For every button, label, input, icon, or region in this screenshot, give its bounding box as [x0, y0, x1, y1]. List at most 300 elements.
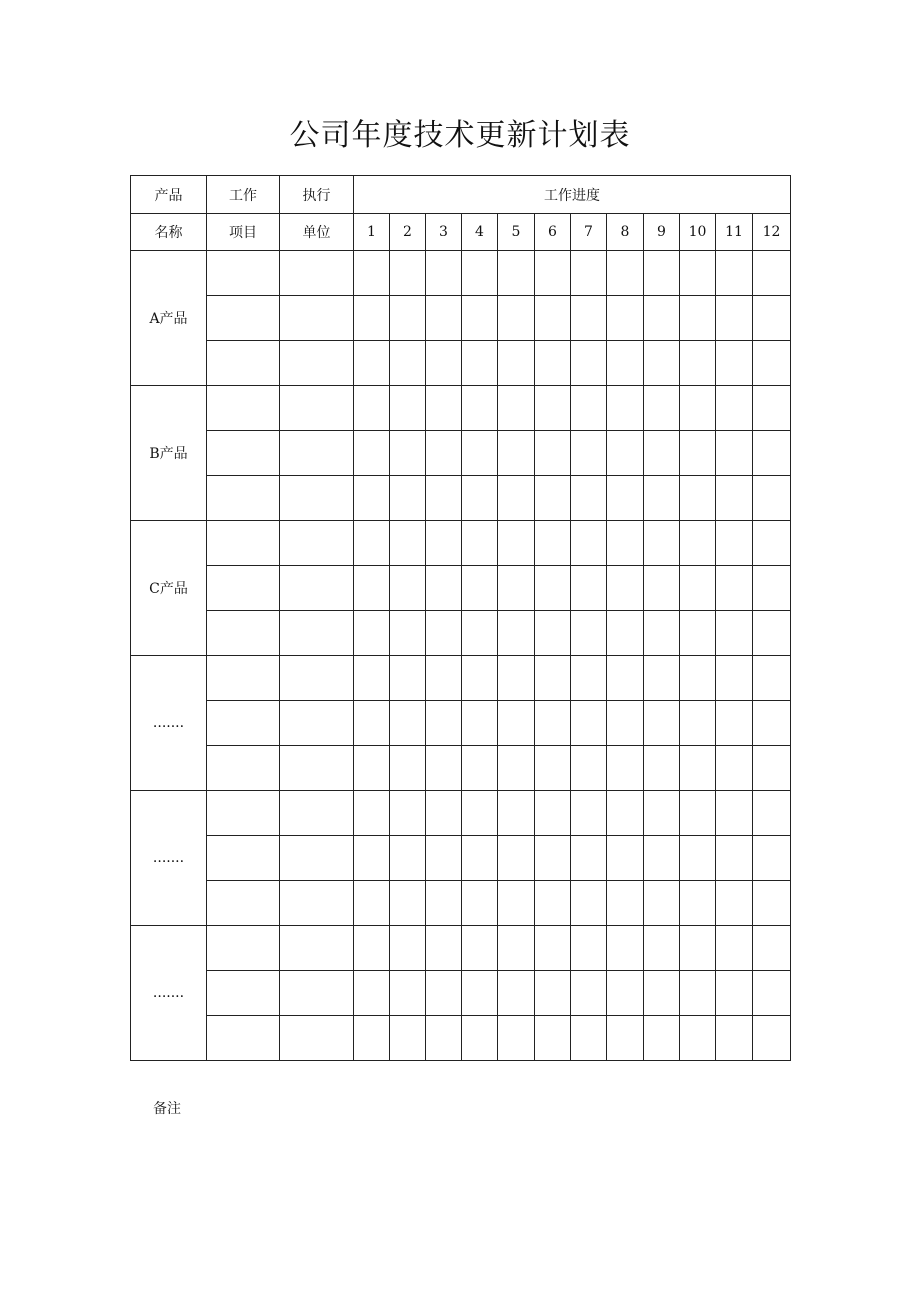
progress-cell[interactable]	[426, 746, 462, 791]
progress-cell[interactable]	[535, 701, 571, 746]
work-item-cell[interactable]	[207, 341, 280, 386]
progress-cell[interactable]	[644, 926, 680, 971]
progress-cell[interactable]	[426, 476, 462, 521]
progress-cell[interactable]	[607, 881, 644, 926]
progress-cell[interactable]	[680, 431, 716, 476]
progress-cell[interactable]	[390, 926, 426, 971]
progress-cell[interactable]	[753, 386, 791, 431]
progress-cell[interactable]	[607, 971, 644, 1016]
progress-cell[interactable]	[498, 521, 535, 566]
progress-cell[interactable]	[498, 251, 535, 296]
progress-cell[interactable]	[462, 971, 498, 1016]
progress-cell[interactable]	[354, 521, 390, 566]
progress-cell[interactable]	[354, 431, 390, 476]
progress-cell[interactable]	[644, 566, 680, 611]
progress-cell[interactable]	[680, 251, 716, 296]
progress-cell[interactable]	[426, 971, 462, 1016]
month-header: 2	[390, 214, 426, 251]
plan-table	[130, 175, 791, 1061]
exec-unit-cell[interactable]	[280, 476, 354, 521]
progress-cell[interactable]	[716, 431, 753, 476]
product-name-cell: C产品	[131, 521, 207, 656]
progress-cell[interactable]	[716, 611, 753, 656]
work-item-cell[interactable]	[207, 971, 280, 1016]
progress-cell[interactable]	[462, 431, 498, 476]
progress-cell[interactable]	[571, 611, 607, 656]
progress-cell[interactable]	[753, 251, 791, 296]
progress-cell[interactable]	[644, 521, 680, 566]
progress-cell[interactable]	[462, 926, 498, 971]
progress-cell[interactable]	[680, 836, 716, 881]
work-item-cell[interactable]	[207, 251, 280, 296]
progress-cell[interactable]	[571, 836, 607, 881]
progress-cell[interactable]	[644, 971, 680, 1016]
table-row	[131, 1016, 791, 1061]
progress-cell[interactable]	[716, 701, 753, 746]
progress-cell[interactable]	[426, 881, 462, 926]
progress-cell[interactable]	[571, 566, 607, 611]
progress-cell[interactable]	[462, 566, 498, 611]
progress-cell[interactable]	[390, 656, 426, 701]
progress-cell[interactable]	[354, 791, 390, 836]
progress-cell[interactable]	[571, 476, 607, 521]
progress-cell[interactable]	[644, 386, 680, 431]
progress-cell[interactable]	[535, 746, 571, 791]
work-item-cell[interactable]	[207, 386, 280, 431]
page-title: 公司年度技术更新计划表	[289, 118, 631, 153]
progress-cell[interactable]	[426, 431, 462, 476]
progress-cell[interactable]	[354, 656, 390, 701]
progress-cell[interactable]	[716, 566, 753, 611]
progress-cell[interactable]	[535, 611, 571, 656]
table-row	[131, 476, 791, 521]
progress-cell[interactable]	[753, 521, 791, 566]
progress-cell[interactable]	[680, 611, 716, 656]
header-exec-unit-line1: 执行	[280, 176, 354, 214]
month-header: 9	[644, 214, 680, 251]
progress-cell[interactable]	[426, 926, 462, 971]
progress-cell[interactable]	[462, 251, 498, 296]
progress-cell[interactable]	[644, 701, 680, 746]
progress-cell[interactable]	[498, 836, 535, 881]
table-row	[131, 926, 791, 971]
table-row	[131, 746, 791, 791]
progress-cell[interactable]	[535, 521, 571, 566]
table-row	[131, 251, 791, 296]
progress-cell[interactable]	[390, 431, 426, 476]
progress-cell[interactable]	[498, 296, 535, 341]
progress-cell[interactable]	[354, 611, 390, 656]
table-row	[131, 431, 791, 476]
progress-cell[interactable]	[571, 386, 607, 431]
progress-cell[interactable]	[535, 251, 571, 296]
table-row	[131, 656, 791, 701]
progress-cell[interactable]	[716, 1016, 753, 1061]
progress-cell[interactable]	[535, 476, 571, 521]
progress-cell[interactable]	[462, 791, 498, 836]
progress-cell[interactable]	[571, 656, 607, 701]
work-item-cell[interactable]	[207, 431, 280, 476]
progress-cell[interactable]	[680, 521, 716, 566]
progress-cell[interactable]	[680, 791, 716, 836]
progress-cell[interactable]	[426, 386, 462, 431]
table-row	[131, 566, 791, 611]
table-row	[131, 701, 791, 746]
progress-cell[interactable]	[498, 431, 535, 476]
progress-cell[interactable]	[644, 341, 680, 386]
header-product-name-line2: 名称	[131, 214, 207, 251]
progress-cell[interactable]	[753, 746, 791, 791]
progress-cell[interactable]	[426, 251, 462, 296]
progress-cell[interactable]	[716, 791, 753, 836]
progress-cell[interactable]	[571, 521, 607, 566]
progress-cell[interactable]	[498, 926, 535, 971]
progress-cell[interactable]	[535, 296, 571, 341]
progress-cell[interactable]	[607, 926, 644, 971]
progress-cell[interactable]	[753, 296, 791, 341]
progress-cell[interactable]	[426, 836, 462, 881]
progress-cell[interactable]	[462, 701, 498, 746]
table-row	[131, 791, 791, 836]
month-header: 4	[462, 214, 498, 251]
progress-cell[interactable]	[498, 656, 535, 701]
progress-cell[interactable]	[426, 296, 462, 341]
progress-cell[interactable]	[498, 746, 535, 791]
progress-cell[interactable]	[753, 881, 791, 926]
progress-cell[interactable]	[535, 656, 571, 701]
progress-cell[interactable]	[354, 476, 390, 521]
progress-cell[interactable]	[462, 656, 498, 701]
progress-cell[interactable]	[426, 701, 462, 746]
progress-cell[interactable]	[716, 341, 753, 386]
progress-cell[interactable]	[571, 701, 607, 746]
work-item-cell[interactable]	[207, 746, 280, 791]
progress-cell[interactable]	[390, 521, 426, 566]
exec-unit-cell[interactable]	[280, 386, 354, 431]
progress-cell[interactable]	[607, 791, 644, 836]
progress-cell[interactable]	[462, 521, 498, 566]
progress-cell[interactable]	[644, 656, 680, 701]
progress-cell[interactable]	[535, 926, 571, 971]
progress-cell[interactable]	[607, 701, 644, 746]
progress-cell[interactable]	[753, 656, 791, 701]
progress-cell[interactable]	[535, 431, 571, 476]
progress-cell[interactable]	[644, 791, 680, 836]
work-item-cell[interactable]	[207, 701, 280, 746]
table-row	[131, 521, 791, 566]
progress-cell[interactable]	[716, 656, 753, 701]
progress-cell[interactable]	[680, 881, 716, 926]
progress-cell[interactable]	[426, 791, 462, 836]
progress-cell[interactable]	[426, 611, 462, 656]
progress-cell[interactable]	[354, 971, 390, 1016]
progress-cell[interactable]	[390, 791, 426, 836]
progress-cell[interactable]	[753, 836, 791, 881]
progress-cell[interactable]	[571, 926, 607, 971]
progress-cell[interactable]	[716, 836, 753, 881]
progress-cell[interactable]	[354, 881, 390, 926]
progress-cell[interactable]	[607, 656, 644, 701]
progress-cell[interactable]	[644, 881, 680, 926]
progress-cell[interactable]	[354, 1016, 390, 1061]
exec-unit-cell[interactable]	[280, 656, 354, 701]
month-header: 10	[680, 214, 716, 251]
progress-cell[interactable]	[535, 341, 571, 386]
progress-cell[interactable]	[753, 431, 791, 476]
progress-cell[interactable]	[680, 701, 716, 746]
work-item-cell[interactable]	[207, 926, 280, 971]
exec-unit-cell[interactable]	[280, 566, 354, 611]
progress-cell[interactable]	[498, 881, 535, 926]
progress-cell[interactable]	[607, 386, 644, 431]
progress-cell[interactable]	[498, 476, 535, 521]
progress-cell[interactable]	[390, 611, 426, 656]
progress-cell[interactable]	[680, 926, 716, 971]
progress-cell[interactable]	[607, 431, 644, 476]
progress-cell[interactable]	[607, 476, 644, 521]
progress-cell[interactable]	[644, 251, 680, 296]
progress-cell[interactable]	[753, 476, 791, 521]
header-work-item-line2: 项目	[207, 214, 280, 251]
progress-cell[interactable]	[535, 566, 571, 611]
month-header: 1	[354, 214, 390, 251]
exec-unit-cell[interactable]	[280, 251, 354, 296]
progress-cell[interactable]	[354, 701, 390, 746]
progress-cell[interactable]	[644, 431, 680, 476]
product-name-cell: A产品	[131, 251, 207, 386]
progress-cell[interactable]	[571, 971, 607, 1016]
progress-cell[interactable]	[462, 1016, 498, 1061]
progress-cell[interactable]	[680, 1016, 716, 1061]
exec-unit-cell[interactable]	[280, 341, 354, 386]
progress-cell[interactable]	[607, 566, 644, 611]
progress-cell[interactable]	[462, 836, 498, 881]
progress-cell[interactable]	[390, 836, 426, 881]
progress-cell[interactable]	[462, 476, 498, 521]
month-header: 12	[753, 214, 791, 251]
exec-unit-cell[interactable]	[280, 836, 354, 881]
table-row	[131, 386, 791, 431]
progress-cell[interactable]	[535, 791, 571, 836]
progress-cell[interactable]	[753, 701, 791, 746]
progress-cell[interactable]	[644, 611, 680, 656]
progress-cell[interactable]	[716, 746, 753, 791]
work-item-cell[interactable]	[207, 476, 280, 521]
progress-cell[interactable]	[571, 881, 607, 926]
exec-unit-cell[interactable]	[280, 296, 354, 341]
progress-cell[interactable]	[571, 1016, 607, 1061]
progress-cell[interactable]	[498, 386, 535, 431]
plan-body	[131, 251, 791, 1061]
table-row	[131, 611, 791, 656]
month-header: 8	[607, 214, 644, 251]
progress-cell[interactable]	[390, 746, 426, 791]
progress-cell[interactable]	[607, 1016, 644, 1061]
progress-cell[interactable]	[462, 881, 498, 926]
progress-cell[interactable]	[354, 926, 390, 971]
progress-cell[interactable]	[644, 296, 680, 341]
progress-cell[interactable]	[607, 521, 644, 566]
progress-cell[interactable]	[390, 251, 426, 296]
progress-cell[interactable]	[390, 341, 426, 386]
progress-cell[interactable]	[607, 296, 644, 341]
progress-cell[interactable]	[390, 971, 426, 1016]
exec-unit-cell[interactable]	[280, 971, 354, 1016]
progress-cell[interactable]	[680, 386, 716, 431]
product-name-cell: .......	[131, 926, 207, 1061]
progress-cell[interactable]	[498, 566, 535, 611]
exec-unit-cell[interactable]	[280, 521, 354, 566]
progress-cell[interactable]	[716, 251, 753, 296]
work-item-cell[interactable]	[207, 791, 280, 836]
exec-unit-cell[interactable]	[280, 926, 354, 971]
progress-cell[interactable]	[716, 386, 753, 431]
product-name-cell: B产品	[131, 386, 207, 521]
progress-cell[interactable]	[390, 1016, 426, 1061]
progress-cell[interactable]	[498, 611, 535, 656]
progress-cell[interactable]	[462, 746, 498, 791]
work-item-cell[interactable]	[207, 1016, 280, 1061]
progress-cell[interactable]	[753, 566, 791, 611]
progress-cell[interactable]	[462, 386, 498, 431]
progress-cell[interactable]	[607, 611, 644, 656]
exec-unit-cell[interactable]	[280, 431, 354, 476]
progress-cell[interactable]	[571, 791, 607, 836]
progress-cell[interactable]	[535, 836, 571, 881]
progress-cell[interactable]	[716, 521, 753, 566]
progress-cell[interactable]	[716, 476, 753, 521]
progress-cell[interactable]	[607, 341, 644, 386]
progress-cell[interactable]	[426, 656, 462, 701]
progress-cell[interactable]	[535, 971, 571, 1016]
progress-cell[interactable]	[753, 791, 791, 836]
month-header: 6	[535, 214, 571, 251]
note-label: 备注	[153, 1101, 181, 1117]
progress-cell[interactable]	[354, 386, 390, 431]
header-work-item-line1: 工作	[207, 176, 280, 214]
progress-cell[interactable]	[607, 746, 644, 791]
progress-cell[interactable]	[535, 386, 571, 431]
progress-cell[interactable]	[644, 836, 680, 881]
progress-cell[interactable]	[354, 746, 390, 791]
progress-cell[interactable]	[571, 431, 607, 476]
month-header: 11	[716, 214, 753, 251]
progress-cell[interactable]	[354, 341, 390, 386]
progress-cell[interactable]	[498, 341, 535, 386]
month-header: 5	[498, 214, 535, 251]
progress-cell[interactable]	[426, 341, 462, 386]
table-row	[131, 296, 791, 341]
month-header: 7	[571, 214, 607, 251]
progress-cell[interactable]	[390, 386, 426, 431]
progress-cell[interactable]	[498, 971, 535, 1016]
exec-unit-cell[interactable]	[280, 611, 354, 656]
progress-cell[interactable]	[753, 971, 791, 1016]
progress-cell[interactable]	[680, 656, 716, 701]
progress-cell[interactable]	[716, 971, 753, 1016]
progress-cell[interactable]	[571, 746, 607, 791]
header-row-top	[131, 176, 791, 214]
progress-cell[interactable]	[716, 296, 753, 341]
progress-cell[interactable]	[354, 566, 390, 611]
product-name-cell: .......	[131, 656, 207, 791]
table-row	[131, 881, 791, 926]
progress-cell[interactable]	[753, 611, 791, 656]
work-item-cell[interactable]	[207, 566, 280, 611]
progress-cell[interactable]	[426, 1016, 462, 1061]
progress-cell[interactable]	[498, 791, 535, 836]
progress-cell[interactable]	[607, 251, 644, 296]
exec-unit-cell[interactable]	[280, 791, 354, 836]
exec-unit-cell[interactable]	[280, 701, 354, 746]
table-row	[131, 971, 791, 1016]
month-header: 3	[426, 214, 462, 251]
progress-cell[interactable]	[680, 746, 716, 791]
progress-cell[interactable]	[753, 926, 791, 971]
work-item-cell[interactable]	[207, 881, 280, 926]
progress-cell[interactable]	[644, 476, 680, 521]
header-exec-unit-line2: 单位	[280, 214, 354, 251]
progress-cell[interactable]	[535, 1016, 571, 1061]
progress-cell[interactable]	[571, 296, 607, 341]
progress-cell[interactable]	[426, 566, 462, 611]
progress-cell[interactable]	[716, 926, 753, 971]
work-item-cell[interactable]	[207, 296, 280, 341]
work-item-cell[interactable]	[207, 656, 280, 701]
progress-cell[interactable]	[390, 881, 426, 926]
progress-cell[interactable]	[354, 296, 390, 341]
progress-cell[interactable]	[680, 476, 716, 521]
progress-cell[interactable]	[498, 1016, 535, 1061]
progress-cell[interactable]	[644, 746, 680, 791]
work-item-cell[interactable]	[207, 521, 280, 566]
progress-cell[interactable]	[571, 341, 607, 386]
progress-cell[interactable]	[390, 296, 426, 341]
work-item-cell[interactable]	[207, 611, 280, 656]
progress-cell[interactable]	[390, 566, 426, 611]
header-progress: 工作进度	[354, 176, 791, 214]
progress-cell[interactable]	[462, 341, 498, 386]
progress-cell[interactable]	[680, 341, 716, 386]
progress-cell[interactable]	[462, 296, 498, 341]
progress-cell[interactable]	[680, 971, 716, 1016]
product-name-cell: .......	[131, 791, 207, 926]
exec-unit-cell[interactable]	[280, 881, 354, 926]
progress-cell[interactable]	[753, 341, 791, 386]
progress-cell[interactable]	[498, 701, 535, 746]
progress-cell[interactable]	[462, 611, 498, 656]
progress-cell[interactable]	[354, 836, 390, 881]
header-row-bottom	[131, 214, 791, 251]
progress-cell[interactable]	[426, 521, 462, 566]
progress-cell[interactable]	[680, 566, 716, 611]
progress-cell[interactable]	[607, 836, 644, 881]
progress-cell[interactable]	[571, 251, 607, 296]
exec-unit-cell[interactable]	[280, 746, 354, 791]
header-product-name-line1: 产品	[131, 176, 207, 214]
progress-cell[interactable]	[680, 296, 716, 341]
table-row	[131, 341, 791, 386]
progress-cell[interactable]	[535, 881, 571, 926]
progress-cell[interactable]	[644, 1016, 680, 1061]
progress-cell[interactable]	[390, 701, 426, 746]
exec-unit-cell[interactable]	[280, 1016, 354, 1061]
progress-cell[interactable]	[354, 251, 390, 296]
progress-cell[interactable]	[390, 476, 426, 521]
progress-cell[interactable]	[753, 1016, 791, 1061]
work-item-cell[interactable]	[207, 836, 280, 881]
progress-cell[interactable]	[716, 881, 753, 926]
